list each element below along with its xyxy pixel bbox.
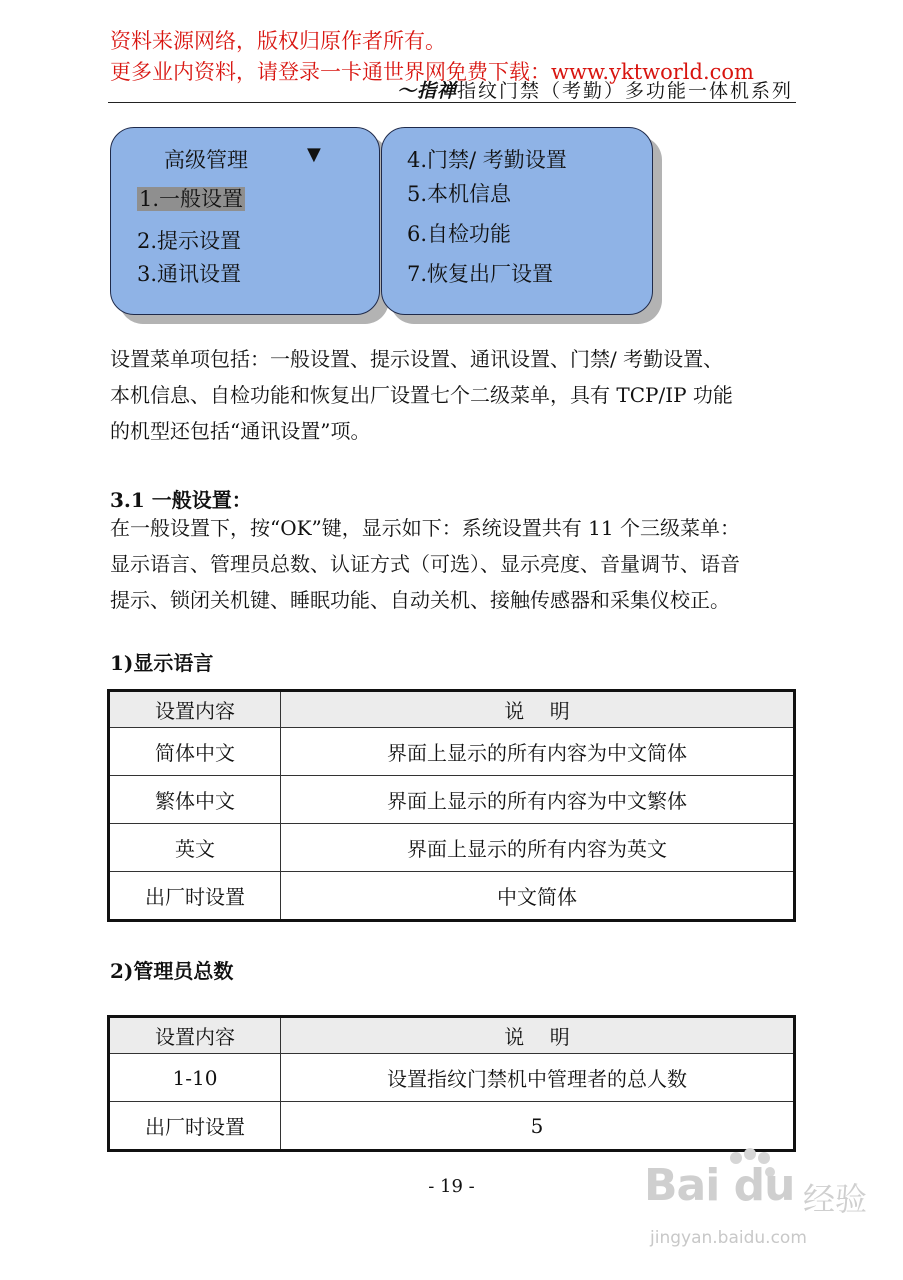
intro-line: 设置菜单项包括：一般设置、提示设置、通讯设置、门禁/ 考勤设置、 — [110, 347, 724, 371]
page-number: - 19 - — [428, 1176, 475, 1197]
table-cell: 英文 — [109, 824, 281, 872]
table-row — [109, 1102, 795, 1151]
section-line: 提示、锁闭关机键、睡眠功能、自动关机、接触传感器和采集仪校正。 — [110, 588, 730, 612]
lcd-menu-item-info: 5.本机信息 — [407, 182, 512, 206]
lcd-menu-item-selftest: 6.自检功能 — [407, 222, 512, 246]
table-cell: 繁体中文 — [109, 776, 281, 824]
series-title-text: 指纹门禁（考勤）多功能一体机系列 — [456, 80, 793, 102]
lcd-menu-item-general — [137, 183, 245, 213]
watermark-logo: Bai du — [644, 1160, 795, 1211]
lcd-menu-item-access: 4.门禁/ 考勤设置 — [407, 148, 567, 172]
table-cell: 界面上显示的所有内容为中文简体 — [281, 728, 795, 776]
lcd-screen-left — [110, 127, 380, 315]
table-row — [109, 1054, 795, 1102]
watermark-url: jingyan.baidu.com — [650, 1228, 807, 1248]
section-line: 在一般设置下，按“OK”键，显示如下：系统设置共有 11 个三级菜单： — [110, 516, 740, 540]
lcd-menu-item-reset: 7.恢复出厂设置 — [407, 262, 554, 286]
table-row — [109, 824, 795, 872]
brand-mark: 〜指禅 — [396, 80, 457, 102]
table-cell: 中文简体 — [281, 872, 795, 921]
section-paragraph — [110, 510, 800, 618]
intro-line: 的机型还包括“通讯设置”项。 — [110, 419, 371, 443]
language-table — [107, 689, 796, 922]
lcd-selected-item: 1.一般设置 — [139, 187, 244, 211]
table-row — [109, 872, 795, 921]
table-header-cell: 设置内容 — [109, 691, 281, 728]
watermark-logo-cn: 经验 — [803, 1180, 868, 1218]
subsection-heading-language: 1)显示语言 — [110, 651, 214, 675]
table-header-cell: 说 明 — [281, 1017, 795, 1054]
series-title — [397, 76, 793, 103]
table-cell: 5 — [281, 1102, 795, 1151]
table-cell: 设置指纹门禁机中管理者的总人数 — [281, 1054, 795, 1102]
intro-paragraph — [110, 341, 800, 449]
lcd-title: 高级管理 — [164, 148, 248, 172]
section-line: 显示语言、管理员总数、认证方式（可选）、显示亮度、音量调节、语音 — [110, 552, 740, 576]
table-cell: 出厂时设置 — [109, 872, 281, 921]
table-cell: 界面上显示的所有内容为英文 — [281, 824, 795, 872]
header-divider — [108, 102, 796, 103]
baidu-watermark — [638, 1148, 868, 1268]
table-row — [109, 776, 795, 824]
table-cell: 1-10 — [109, 1054, 281, 1102]
table-cell: 出厂时设置 — [109, 1102, 281, 1151]
lcd-menu-item-comm: 3.通讯设置 — [137, 262, 242, 286]
admin-table — [107, 1015, 796, 1152]
source-notice-line-1: 资料来源网络，版权归原作者所有。 — [110, 29, 446, 53]
table-row — [109, 728, 795, 776]
table-header-row — [109, 691, 795, 728]
lcd-menu-item-prompt: 2.提示设置 — [137, 229, 242, 253]
subsection-heading-admin: 2)管理员总数 — [110, 959, 234, 983]
intro-line: 本机信息、自检功能和恢复出厂设置七个二级菜单，具有 TCP/IP 功能 — [110, 383, 733, 407]
table-header-cell: 说 明 — [281, 691, 795, 728]
lcd-screen-right — [381, 127, 653, 315]
table-cell: 简体中文 — [109, 728, 281, 776]
down-arrow-icon: ▼ — [307, 144, 321, 165]
table-header-cell: 设置内容 — [109, 1017, 281, 1054]
table-cell: 界面上显示的所有内容为中文繁体 — [281, 776, 795, 824]
source-notice-line-2: 更多业内资料，请登录一卡通世界网免费下载：www.yktworld.com — [110, 60, 754, 84]
section-heading: 3.1 一般设置： — [110, 488, 252, 512]
table-header-row — [109, 1017, 795, 1054]
